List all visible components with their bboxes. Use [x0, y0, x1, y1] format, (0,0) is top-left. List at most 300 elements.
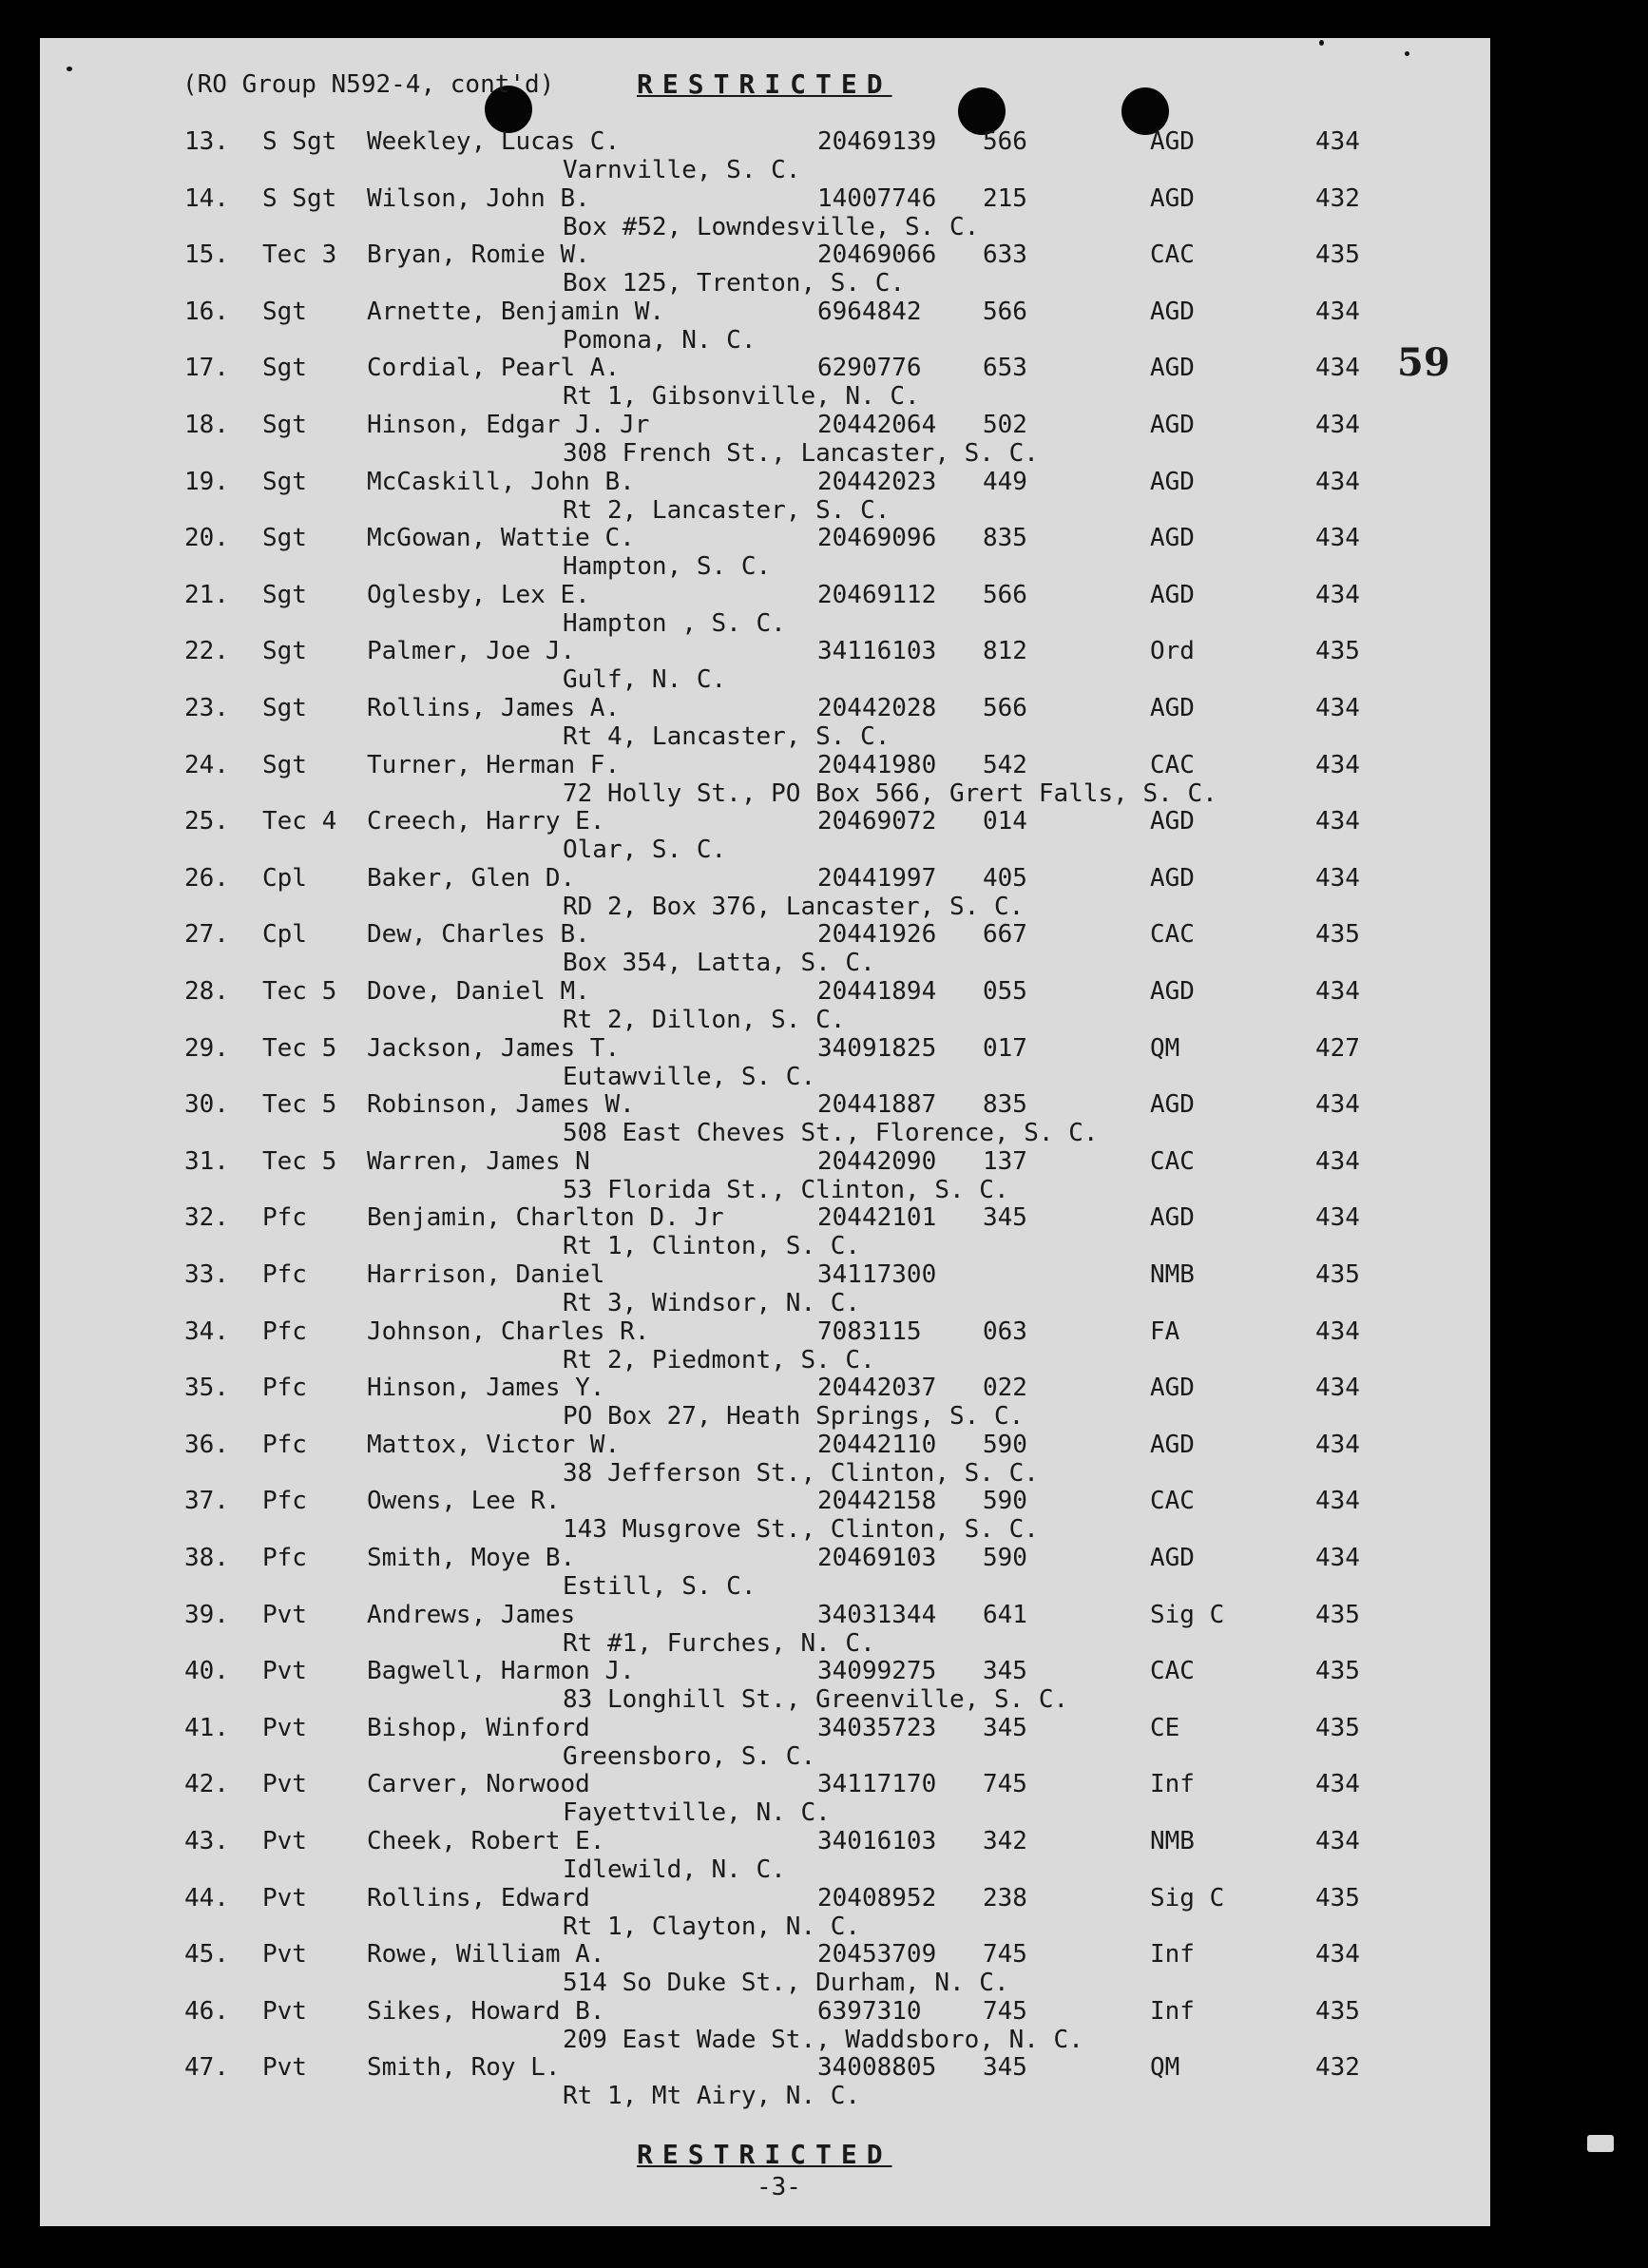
header-group-label: (RO Group N592-4, cont'd): [182, 70, 555, 99]
roster-entry: [40, 637, 1490, 694]
entry-rank: Tec 5: [262, 977, 337, 1006]
roster-entry: [40, 694, 1490, 751]
entry-name: Bishop, Winford: [367, 1714, 590, 1742]
entry-spec-code: 017: [983, 1034, 1027, 1063]
entry-name: Rowe, William A.: [367, 1940, 605, 1969]
entry-unit-code: 434: [1315, 807, 1360, 836]
entry-name: Rollins, James A.: [367, 694, 621, 722]
entry-spec-code: 566: [983, 127, 1027, 156]
roster-entry: [40, 1147, 1490, 1204]
entry-row-number: 37.: [184, 1487, 229, 1515]
entry-serial-number: 20469066: [817, 240, 937, 269]
entry-address: Idlewild, N. C.: [563, 1855, 786, 1884]
entry-name: Palmer, Joe J.: [367, 637, 576, 665]
entry-name: Robinson, James W.: [367, 1090, 635, 1119]
margin-page-note: 59: [1397, 340, 1450, 385]
roster-entry: [40, 354, 1490, 411]
entry-row-number: 33.: [184, 1260, 229, 1289]
entry-spec-code: 566: [983, 581, 1027, 609]
entry-branch: AGD: [1150, 1203, 1195, 1232]
entry-row-number: 22.: [184, 637, 229, 665]
entry-name: Cordial, Pearl A.: [367, 354, 621, 382]
entry-rank: S Sgt: [262, 127, 337, 156]
entry-serial-number: 34099275: [817, 1657, 937, 1685]
entry-address: 72 Holly St., PO Box 566, Grert Falls, S. C.: [563, 779, 1217, 808]
entry-serial-number: 20469139: [817, 127, 937, 156]
entry-name: Smith, Moye B.: [367, 1544, 576, 1572]
roster-entry: [40, 184, 1490, 241]
entry-rank: S Sgt: [262, 184, 337, 213]
entry-unit-code: 434: [1315, 524, 1360, 552]
entry-row-number: 43.: [184, 1827, 229, 1855]
entry-row-number: 44.: [184, 1884, 229, 1912]
entry-branch: AGD: [1150, 694, 1195, 722]
entry-row-number: 25.: [184, 807, 229, 836]
entry-row-number: 47.: [184, 2053, 229, 2082]
entry-branch: Ord: [1150, 637, 1195, 665]
entry-branch: Inf: [1150, 1940, 1195, 1969]
entry-address: 308 French St., Lancaster, S. C.: [563, 439, 1039, 468]
entry-name: Turner, Herman F.: [367, 751, 621, 779]
entry-rank: Tec 4: [262, 807, 337, 836]
entry-unit-code: 434: [1315, 977, 1360, 1006]
header-restricted-label: RESTRICTED: [637, 68, 892, 100]
page-number: -3-: [757, 2173, 801, 2201]
entry-spec-code: 835: [983, 1090, 1027, 1119]
entry-serial-number: 20441926: [817, 920, 937, 949]
entry-unit-code: 434: [1315, 1090, 1360, 1119]
entry-name: Cheek, Robert E.: [367, 1827, 605, 1855]
entry-serial-number: 20408952: [817, 1884, 937, 1912]
roster-entry: [40, 1827, 1490, 1884]
entry-unit-code: 434: [1315, 1147, 1360, 1176]
entry-address: Gulf, N. C.: [563, 665, 727, 694]
roster-entry: [40, 1940, 1490, 1997]
roster-entry: [40, 1487, 1490, 1544]
entry-rank: Pvt: [262, 1714, 307, 1742]
roster-entry: [40, 240, 1490, 298]
entry-branch: NMB: [1150, 1827, 1195, 1855]
entry-address: Rt 2, Piedmont, S. C.: [563, 1346, 875, 1374]
entry-rank: Sgt: [262, 694, 307, 722]
entry-branch: CAC: [1150, 920, 1195, 949]
entry-spec-code: 590: [983, 1544, 1027, 1572]
entry-rank: Pfc: [262, 1544, 307, 1572]
entry-address: Estill, S. C.: [563, 1572, 757, 1601]
entry-branch: AGD: [1150, 411, 1195, 439]
entry-spec-code: 238: [983, 1884, 1027, 1912]
entry-spec-code: 055: [983, 977, 1027, 1006]
entry-spec-code: 345: [983, 1657, 1027, 1685]
entry-row-number: 16.: [184, 298, 229, 326]
entry-address: Eutawville, S. C.: [563, 1063, 816, 1091]
entry-spec-code: 345: [983, 1203, 1027, 1232]
entry-unit-code: 432: [1315, 184, 1360, 213]
entry-unit-code: 434: [1315, 411, 1360, 439]
roster-entry: [40, 977, 1490, 1034]
entry-serial-number: 14007746: [817, 184, 937, 213]
entry-unit-code: 434: [1315, 1317, 1360, 1346]
entry-rank: Pfc: [262, 1431, 307, 1459]
entry-row-number: 17.: [184, 354, 229, 382]
entry-branch: AGD: [1150, 298, 1195, 326]
entry-row-number: 32.: [184, 1203, 229, 1232]
entry-spec-code: 342: [983, 1827, 1027, 1855]
entry-unit-code: 434: [1315, 1487, 1360, 1515]
entry-serial-number: 20469072: [817, 807, 937, 836]
entry-row-number: 24.: [184, 751, 229, 779]
entry-row-number: 15.: [184, 240, 229, 269]
entry-rank: Sgt: [262, 354, 307, 382]
entry-serial-number: 20469096: [817, 524, 937, 552]
entry-branch: AGD: [1150, 184, 1195, 213]
entry-address: Pomona, N. C.: [563, 326, 757, 355]
entry-address: Rt 2, Lancaster, S. C.: [563, 496, 891, 525]
entry-serial-number: 20442037: [817, 1374, 937, 1402]
entry-branch: AGD: [1150, 524, 1195, 552]
entry-unit-code: 434: [1315, 1374, 1360, 1402]
entry-name: Dove, Daniel M.: [367, 977, 590, 1006]
entry-address: RD 2, Box 376, Lancaster, S. C.: [563, 893, 1025, 921]
entry-rank: Pfc: [262, 1260, 307, 1289]
entry-serial-number: 7083115: [817, 1317, 922, 1346]
entry-branch: AGD: [1150, 1374, 1195, 1402]
entry-spec-code: 449: [983, 468, 1027, 496]
entry-name: Johnson, Charles R.: [367, 1317, 650, 1346]
entry-unit-code: 435: [1315, 1997, 1360, 2026]
entry-branch: CAC: [1150, 751, 1195, 779]
roster-entry: [40, 298, 1490, 355]
roster-entry: [40, 1884, 1490, 1941]
entry-branch: AGD: [1150, 1431, 1195, 1459]
entry-unit-code: 434: [1315, 581, 1360, 609]
entry-branch: AGD: [1150, 354, 1195, 382]
entry-rank: Pvt: [262, 2053, 307, 2082]
entry-rank: Tec 5: [262, 1090, 337, 1119]
entry-branch: NMB: [1150, 1260, 1195, 1289]
entry-serial-number: 34091825: [817, 1034, 937, 1063]
entry-spec-code: 405: [983, 864, 1027, 893]
entry-unit-code: 435: [1315, 1884, 1360, 1912]
entry-unit-code: 435: [1315, 240, 1360, 269]
entry-unit-code: 434: [1315, 1827, 1360, 1855]
entry-serial-number: 34117170: [817, 1770, 937, 1798]
entry-name: Weekley, Lucas C.: [367, 127, 621, 156]
roster-entry: [40, 1544, 1490, 1601]
entry-spec-code: 566: [983, 694, 1027, 722]
entry-serial-number: 20442064: [817, 411, 937, 439]
entry-rank: Pfc: [262, 1374, 307, 1402]
entry-name: Bagwell, Harmon J.: [367, 1657, 635, 1685]
roster-entry: [40, 1997, 1490, 2054]
entry-address: 508 East Cheves St., Florence, S. C.: [563, 1119, 1099, 1147]
entry-address: Box 125, Trenton, S. C.: [563, 269, 906, 298]
entry-rank: Pfc: [262, 1317, 307, 1346]
entry-address: Rt 1, Clinton, S. C.: [563, 1232, 861, 1260]
entry-row-number: 34.: [184, 1317, 229, 1346]
entry-branch: QM: [1150, 1034, 1180, 1063]
entry-address: Rt 3, Windsor, N. C.: [563, 1289, 861, 1317]
entry-row-number: 30.: [184, 1090, 229, 1119]
roster-entry: [40, 1601, 1490, 1658]
entry-serial-number: 6290776: [817, 354, 922, 382]
entry-spec-code: 812: [983, 637, 1027, 665]
entry-row-number: 46.: [184, 1997, 229, 2026]
entry-row-number: 14.: [184, 184, 229, 213]
entry-name: McGowan, Wattie C.: [367, 524, 635, 552]
entry-unit-code: 434: [1315, 1544, 1360, 1572]
roster-entry: [40, 127, 1490, 184]
entry-address: Hampton , S. C.: [563, 609, 786, 638]
entry-branch: AGD: [1150, 127, 1195, 156]
entry-row-number: 21.: [184, 581, 229, 609]
entry-row-number: 35.: [184, 1374, 229, 1402]
entry-serial-number: 20453709: [817, 1940, 937, 1969]
entry-branch: Inf: [1150, 1770, 1195, 1798]
entry-spec-code: 022: [983, 1374, 1027, 1402]
entry-serial-number: 20442028: [817, 694, 937, 722]
entry-rank: Sgt: [262, 581, 307, 609]
entry-row-number: 29.: [184, 1034, 229, 1063]
entry-name: Rollins, Edward: [367, 1884, 590, 1912]
entry-rank: Pvt: [262, 1601, 307, 1629]
entry-branch: Inf: [1150, 1997, 1195, 2026]
entry-spec-code: 542: [983, 751, 1027, 779]
entry-unit-code: 434: [1315, 1770, 1360, 1798]
entry-name: Benjamin, Charlton D. Jr: [367, 1203, 724, 1232]
entry-address: PO Box 27, Heath Springs, S. C.: [563, 1402, 1025, 1431]
entry-branch: AGD: [1150, 977, 1195, 1006]
entry-address: Rt 1, Gibsonville, N. C.: [563, 382, 920, 411]
entry-serial-number: 20469103: [817, 1544, 937, 1572]
entry-serial-number: 34117300: [817, 1260, 937, 1289]
entry-name: Carver, Norwood: [367, 1770, 590, 1798]
entry-spec-code: 063: [983, 1317, 1027, 1346]
entry-unit-code: 435: [1315, 920, 1360, 949]
entry-unit-code: 435: [1315, 1657, 1360, 1685]
entry-rank: Tec 3: [262, 240, 337, 269]
entry-rank: Pfc: [262, 1203, 307, 1232]
entry-name: Baker, Glen D.: [367, 864, 576, 893]
entry-unit-code: 435: [1315, 637, 1360, 665]
entry-name: McCaskill, John B.: [367, 468, 635, 496]
entry-address: 514 So Duke St., Durham, N. C.: [563, 1969, 1009, 1997]
roster-entry: [40, 411, 1490, 468]
entry-serial-number: 34035723: [817, 1714, 937, 1742]
entry-spec-code: 566: [983, 298, 1027, 326]
entry-name: Warren, James N: [367, 1147, 590, 1176]
entry-spec-code: 653: [983, 354, 1027, 382]
entry-branch: CE: [1150, 1714, 1180, 1742]
entry-row-number: 26.: [184, 864, 229, 893]
entry-branch: AGD: [1150, 581, 1195, 609]
entry-branch: Sig C: [1150, 1884, 1225, 1912]
entry-name: Sikes, Howard B.: [367, 1997, 605, 2026]
roster-entry: [40, 920, 1490, 977]
entry-rank: Pvt: [262, 1940, 307, 1969]
entry-address: Rt 1, Clayton, N. C.: [563, 1912, 861, 1941]
entry-name: Dew, Charles B.: [367, 920, 590, 949]
entry-row-number: 27.: [184, 920, 229, 949]
roster-entry: [40, 1090, 1490, 1147]
entry-rank: Sgt: [262, 298, 307, 326]
entry-row-number: 13.: [184, 127, 229, 156]
entry-row-number: 40.: [184, 1657, 229, 1685]
entry-spec-code: 345: [983, 1714, 1027, 1742]
entry-serial-number: 20441997: [817, 864, 937, 893]
entry-row-number: 31.: [184, 1147, 229, 1176]
entry-name: Wilson, John B.: [367, 184, 590, 213]
entry-serial-number: 6964842: [817, 298, 922, 326]
entry-name: Andrews, James: [367, 1601, 576, 1629]
roster-entry: [40, 1034, 1490, 1091]
roster-entry: [40, 524, 1490, 581]
entry-spec-code: 745: [983, 1997, 1027, 2026]
roster-entry: [40, 1431, 1490, 1488]
entry-serial-number: 34116103: [817, 637, 937, 665]
entry-name: Creech, Harry E.: [367, 807, 605, 836]
entry-unit-code: 435: [1315, 1260, 1360, 1289]
roster-entry: [40, 468, 1490, 525]
entry-spec-code: 835: [983, 524, 1027, 552]
entry-address: 83 Longhill St., Greenville, S. C.: [563, 1685, 1069, 1714]
entry-address: Rt 1, Mt Airy, N. C.: [563, 2082, 861, 2110]
entry-unit-code: 434: [1315, 298, 1360, 326]
entry-address: 209 East Wade St., Waddsboro, N. C.: [563, 2026, 1083, 2054]
entry-branch: AGD: [1150, 864, 1195, 893]
entry-spec-code: 641: [983, 1601, 1027, 1629]
entry-name: Smith, Roy L.: [367, 2053, 561, 2082]
entry-rank: Pvt: [262, 1884, 307, 1912]
entry-rank: Sgt: [262, 411, 307, 439]
entry-spec-code: 633: [983, 240, 1027, 269]
entry-address: 53 Florida St., Clinton, S. C.: [563, 1176, 1009, 1204]
entry-name: Oglesby, Lex E.: [367, 581, 590, 609]
roster-entry: [40, 1203, 1490, 1260]
entry-spec-code: 014: [983, 807, 1027, 836]
roster-entry: [40, 1657, 1490, 1714]
entry-branch: CAC: [1150, 1487, 1195, 1515]
entry-rank: Pfc: [262, 1487, 307, 1515]
entry-unit-code: 434: [1315, 468, 1360, 496]
entry-serial-number: 20441894: [817, 977, 937, 1006]
entry-branch: AGD: [1150, 468, 1195, 496]
entry-row-number: 39.: [184, 1601, 229, 1629]
entry-spec-code: 590: [983, 1487, 1027, 1515]
entry-row-number: 23.: [184, 694, 229, 722]
entry-name: Bryan, Romie W.: [367, 240, 590, 269]
entry-serial-number: 20442101: [817, 1203, 937, 1232]
entry-branch: AGD: [1150, 1090, 1195, 1119]
entry-address: Hampton, S. C.: [563, 552, 772, 581]
roster-entry: [40, 2053, 1490, 2110]
entry-row-number: 20.: [184, 524, 229, 552]
entry-branch: FA: [1150, 1317, 1180, 1346]
entry-spec-code: 502: [983, 411, 1027, 439]
entry-rank: Pvt: [262, 1827, 307, 1855]
entry-serial-number: 20442110: [817, 1431, 937, 1459]
entry-name: Harrison, Daniel: [367, 1260, 605, 1289]
entry-branch: CAC: [1150, 240, 1195, 269]
entry-address: Rt 2, Dillon, S. C.: [563, 1006, 846, 1034]
roster-entry: [40, 864, 1490, 921]
entry-spec-code: 137: [983, 1147, 1027, 1176]
entry-unit-code: 434: [1315, 694, 1360, 722]
entry-row-number: 45.: [184, 1940, 229, 1969]
entry-branch: Sig C: [1150, 1601, 1225, 1629]
entry-row-number: 28.: [184, 977, 229, 1006]
entry-address: Olar, S. C.: [563, 836, 727, 864]
entry-spec-code: 745: [983, 1940, 1027, 1969]
entry-unit-code: 434: [1315, 864, 1360, 893]
entry-name: Hinson, James Y.: [367, 1374, 605, 1402]
footer-restricted-label: RESTRICTED: [637, 2139, 892, 2170]
entry-address: Rt #1, Furches, N. C.: [563, 1629, 875, 1658]
entry-branch: QM: [1150, 2053, 1180, 2082]
entry-name: Hinson, Edgar J. Jr: [367, 411, 650, 439]
roster-entry: [40, 807, 1490, 864]
entry-address: 143 Musgrove St., Clinton, S. C.: [563, 1515, 1039, 1544]
entry-branch: AGD: [1150, 1544, 1195, 1572]
entry-rank: Sgt: [262, 637, 307, 665]
entry-spec-code: 590: [983, 1431, 1027, 1459]
entry-unit-code: 435: [1315, 1714, 1360, 1742]
entry-row-number: 42.: [184, 1770, 229, 1798]
entry-serial-number: 34008805: [817, 2053, 937, 2082]
entry-unit-code: 427: [1315, 1034, 1360, 1063]
entry-rank: Sgt: [262, 524, 307, 552]
entry-name: Jackson, James T.: [367, 1034, 621, 1063]
entry-address: Rt 4, Lancaster, S. C.: [563, 722, 891, 751]
entry-address: Fayettville, N. C.: [563, 1798, 831, 1827]
entry-unit-code: 435: [1315, 1601, 1360, 1629]
entry-serial-number: 6397310: [817, 1997, 922, 2026]
roster-entry: [40, 1374, 1490, 1431]
entry-unit-code: 434: [1315, 127, 1360, 156]
entry-address: Varnville, S. C.: [563, 156, 801, 184]
entry-serial-number: 20441980: [817, 751, 937, 779]
entry-row-number: 18.: [184, 411, 229, 439]
entry-row-number: 38.: [184, 1544, 229, 1572]
entry-serial-number: 34016103: [817, 1827, 937, 1855]
roster-entry: [40, 751, 1490, 808]
entry-branch: AGD: [1150, 807, 1195, 836]
entry-row-number: 36.: [184, 1431, 229, 1459]
entry-serial-number: 20442023: [817, 468, 937, 496]
entry-rank: Sgt: [262, 468, 307, 496]
roster-entry: [40, 1317, 1490, 1374]
entry-serial-number: 20441887: [817, 1090, 937, 1119]
entry-spec-code: 667: [983, 920, 1027, 949]
entry-name: Mattox, Victor W.: [367, 1431, 621, 1459]
entry-rank: Tec 5: [262, 1147, 337, 1176]
document-page: [40, 38, 1490, 2226]
roster-entry: [40, 1770, 1490, 1827]
entry-serial-number: 20469112: [817, 581, 937, 609]
entry-rank: Tec 5: [262, 1034, 337, 1063]
paper-scrap: [1587, 2135, 1614, 2152]
entry-serial-number: 20442158: [817, 1487, 937, 1515]
entry-unit-code: 434: [1315, 751, 1360, 779]
entry-rank: Cpl: [262, 864, 307, 893]
entry-address: Box #52, Lowndesville, S. C.: [563, 213, 980, 241]
entry-spec-code: 345: [983, 2053, 1027, 2082]
entry-row-number: 19.: [184, 468, 229, 496]
entry-serial-number: 34031344: [817, 1601, 937, 1629]
entry-spec-code: 745: [983, 1770, 1027, 1798]
entry-unit-code: 434: [1315, 354, 1360, 382]
entry-name: Arnette, Benjamin W.: [367, 298, 665, 326]
